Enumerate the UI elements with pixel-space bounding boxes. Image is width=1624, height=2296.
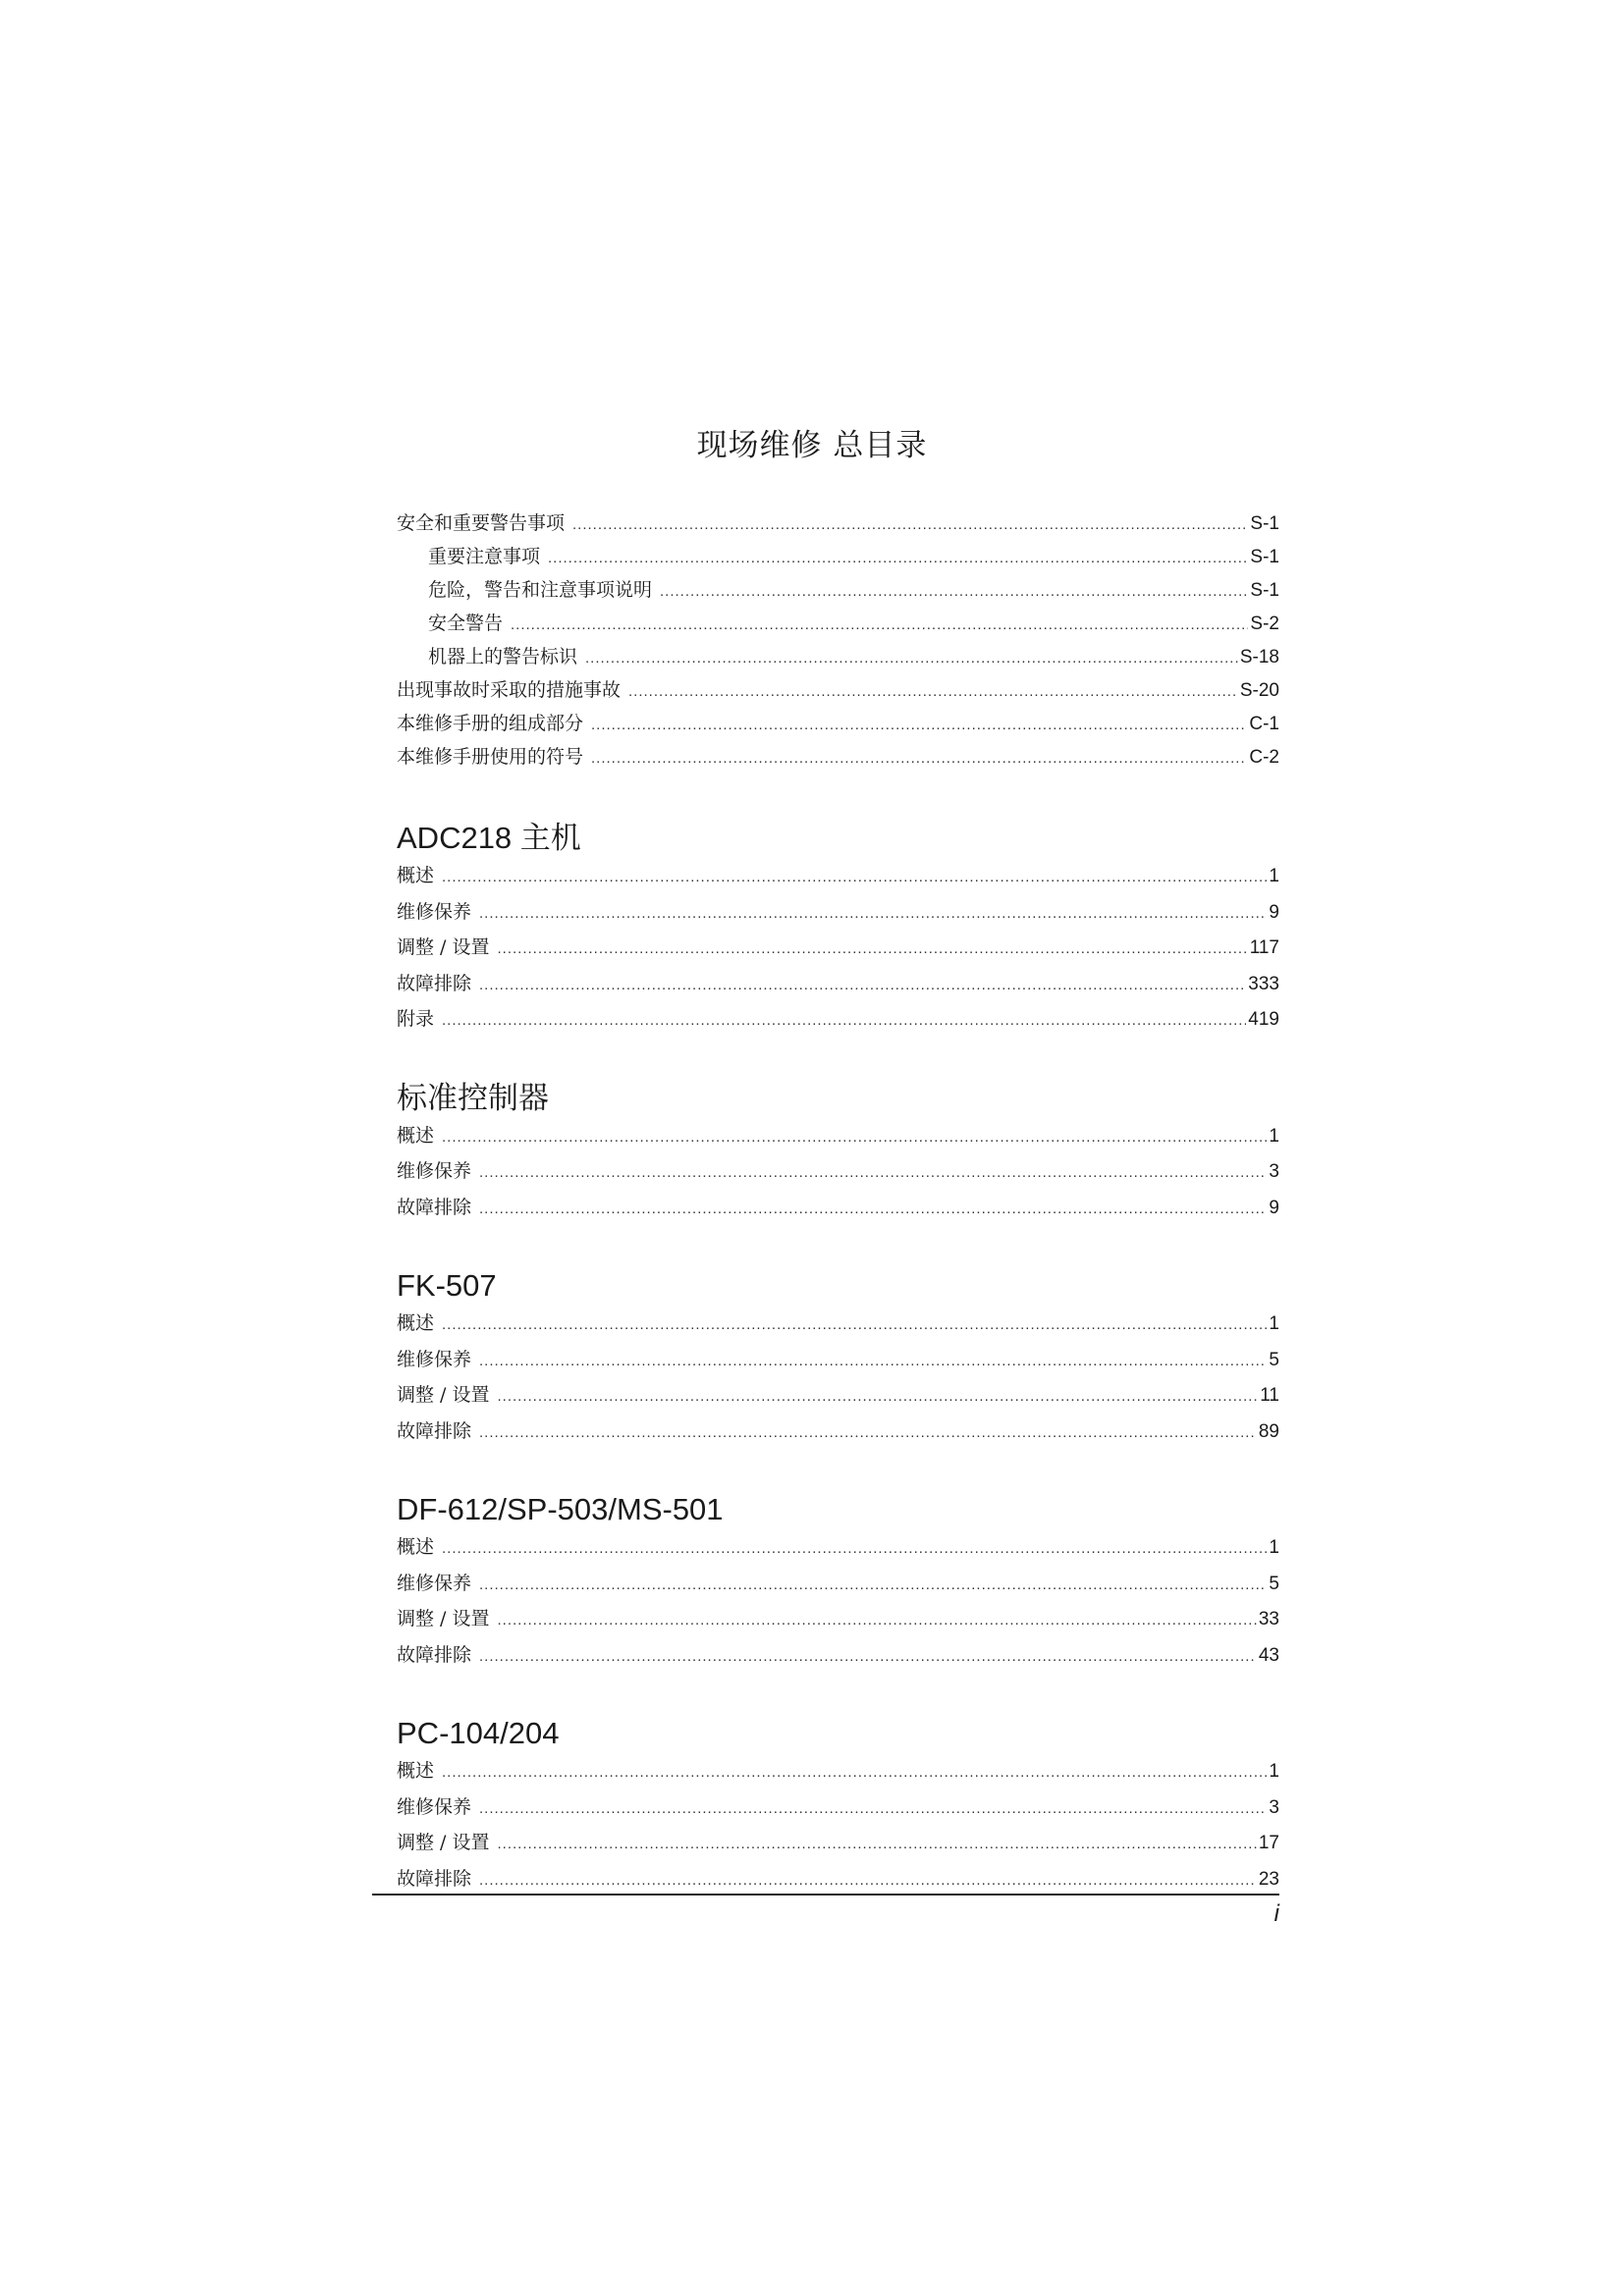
footer-divider: [372, 1894, 1279, 1896]
toc-entry-important-notes[interactable]: [397, 540, 1279, 573]
toc-entry-page: 33: [1258, 1609, 1279, 1629]
toc-entry-page: S-1: [1250, 580, 1279, 601]
toc-entry-label: 安全警告: [428, 613, 504, 634]
toc-entry-page: 1: [1269, 866, 1279, 886]
dot-leader: [660, 575, 1248, 609]
toc-entry-label: 本维修手册使用的符号: [397, 746, 584, 768]
dot-leader: [442, 1003, 1246, 1040]
toc-entry-troubleshooting[interactable]: [397, 1414, 1279, 1450]
toc-entry-adjustment[interactable]: [397, 1377, 1279, 1414]
toc-entry-label: 维修保养: [397, 1160, 472, 1182]
toc-entry-overview[interactable]: [397, 1753, 1279, 1789]
toc-entry-page: 11: [1260, 1385, 1279, 1406]
toc-entry-page: S-1: [1250, 513, 1279, 534]
toc-entry-label: 调整 / 设置: [397, 936, 490, 958]
toc-entry-page: C-1: [1249, 714, 1279, 734]
toc-entry-label: 本维修手册的组成部分: [397, 713, 584, 734]
toc-entry-troubleshooting[interactable]: [397, 966, 1279, 1002]
toc-entry-label: 附录: [397, 1008, 435, 1030]
toc-entry-appendix[interactable]: [397, 1001, 1279, 1038]
section-list-standard-controller: [397, 1118, 1279, 1226]
dot-leader: [585, 642, 1238, 675]
toc-entry-label: 出现事故时采取的措施事故: [397, 679, 622, 701]
toc-entry-page: 9: [1269, 1197, 1279, 1218]
toc-entry-overview[interactable]: [397, 1529, 1279, 1566]
section-list-df612: [397, 1529, 1279, 1673]
toc-entry-label: 概述: [397, 1760, 435, 1782]
toc-entry-label: 重要注意事项: [428, 546, 541, 567]
toc-entry-page: 1: [1269, 1125, 1279, 1147]
dot-leader: [442, 1755, 1267, 1791]
dot-leader: [511, 609, 1248, 642]
dot-leader: [572, 508, 1248, 542]
page-number: i: [1273, 1900, 1279, 1927]
section-heading-adc218: ADC218 主机: [397, 821, 581, 855]
section-heading-df612: DF-612/SP-503/MS-501: [397, 1492, 724, 1526]
toc-entry-page: S-20: [1239, 680, 1279, 701]
dot-leader: [497, 1379, 1258, 1415]
toc-entry-page: 23: [1258, 1868, 1279, 1890]
toc-entry-page: 3: [1269, 1161, 1279, 1182]
toc-entry-label: 故障排除: [397, 1867, 472, 1890]
dot-leader: [442, 1531, 1267, 1568]
dot-leader: [479, 1639, 1257, 1676]
dot-leader: [591, 709, 1247, 742]
toc-entry-page: S-18: [1239, 647, 1279, 667]
toc-entry-page: 1: [1269, 1537, 1279, 1558]
toc-entry-page: 3: [1269, 1796, 1279, 1818]
toc-entry-page: 89: [1258, 1420, 1279, 1442]
toc-entry-label: 故障排除: [397, 1643, 472, 1666]
toc-entry-page: S-2: [1250, 614, 1279, 634]
toc-entry-page: 117: [1249, 937, 1279, 958]
toc-entry-label: 调整 / 设置: [397, 1832, 490, 1853]
page-title: 现场维修 总目录: [696, 428, 928, 463]
dot-leader: [628, 675, 1238, 709]
toc-entry-maintenance[interactable]: [397, 894, 1279, 931]
toc-entry-label: 维修保养: [397, 900, 472, 923]
toc-entry-page: S-1: [1250, 547, 1279, 567]
dot-leader: [497, 1603, 1256, 1639]
toc-entry-page: 9: [1269, 901, 1279, 923]
toc-entry-label: 维修保养: [397, 1795, 472, 1818]
toc-entry-overview[interactable]: [397, 1118, 1279, 1154]
toc-entry-page: 5: [1269, 1349, 1279, 1370]
dot-leader: [479, 1155, 1267, 1192]
section-list-pc104: [397, 1753, 1279, 1896]
toc-entry-page: 333: [1248, 973, 1279, 994]
toc-entry-overview[interactable]: [397, 1306, 1279, 1342]
toc-entry-safety-warnings[interactable]: [397, 607, 1279, 640]
table-of-contents: [397, 507, 1279, 1896]
dot-leader: [548, 542, 1248, 575]
toc-entry-page: 1: [1269, 1761, 1279, 1782]
toc-entry-label: 概述: [397, 1536, 435, 1558]
toc-entry-accident-measures[interactable]: [397, 673, 1279, 707]
dot-leader: [479, 1568, 1267, 1604]
toc-entry-warning-labels[interactable]: [397, 640, 1279, 673]
toc-entry-maintenance[interactable]: [397, 1566, 1279, 1602]
toc-entry-safety[interactable]: [397, 507, 1279, 540]
toc-entry-troubleshooting[interactable]: [397, 1637, 1279, 1674]
dot-leader: [442, 1120, 1267, 1156]
toc-entry-troubleshooting[interactable]: [397, 1190, 1279, 1226]
toc-entry-label: 概述: [397, 1312, 435, 1334]
dot-leader: [479, 1344, 1267, 1380]
dot-leader: [497, 932, 1247, 968]
dot-leader: [479, 1192, 1267, 1228]
toc-entry-label: 故障排除: [397, 972, 472, 994]
toc-entry-page: C-2: [1249, 747, 1279, 768]
toc-entry-page: 1: [1269, 1313, 1279, 1334]
toc-entry-adjustment[interactable]: [397, 1601, 1279, 1637]
toc-entry-adjustment[interactable]: [397, 930, 1279, 966]
front-matter-list: [397, 507, 1279, 774]
dot-leader: [442, 1308, 1267, 1344]
toc-entry-label: 危险，警告和注意事项说明: [428, 579, 653, 601]
toc-entry-maintenance[interactable]: [397, 1153, 1279, 1190]
dot-leader: [479, 968, 1246, 1004]
section-heading-standard-controller: 标准控制器: [397, 1080, 549, 1116]
toc-entry-label: 概述: [397, 1124, 435, 1147]
toc-entry-label: 安全和重要警告事项: [397, 512, 566, 534]
toc-entry-danger-warning[interactable]: [397, 573, 1279, 607]
toc-entry-adjustment[interactable]: [397, 1825, 1279, 1861]
toc-entry-page: 5: [1269, 1573, 1279, 1594]
toc-entry-maintenance[interactable]: [397, 1789, 1279, 1826]
toc-entry-troubleshooting[interactable]: [397, 1861, 1279, 1897]
toc-entry-maintenance[interactable]: [397, 1342, 1279, 1378]
toc-entry-label: 故障排除: [397, 1419, 472, 1442]
section-list-fk507: [397, 1306, 1279, 1449]
dot-leader: [442, 860, 1267, 896]
dot-leader: [591, 742, 1247, 775]
section-heading-pc104: PC-104/204: [397, 1716, 560, 1750]
toc-entry-label: 机器上的警告标识: [428, 646, 578, 667]
toc-entry-overview[interactable]: [397, 858, 1279, 894]
toc-entry-label: 故障排除: [397, 1196, 472, 1218]
toc-entry-label: 概述: [397, 865, 435, 886]
toc-entry-label: 维修保养: [397, 1572, 472, 1594]
section-list-adc218: [397, 858, 1279, 1038]
toc-entry-label: 调整 / 设置: [397, 1384, 490, 1406]
toc-entry-label: 维修保养: [397, 1348, 472, 1370]
toc-entry-page: 43: [1258, 1644, 1279, 1666]
toc-entry-manual-composition[interactable]: [397, 707, 1279, 740]
dot-leader: [479, 1791, 1267, 1828]
section-heading-fk507: FK-507: [397, 1268, 497, 1303]
dot-leader: [479, 896, 1267, 933]
toc-entry-page: 17: [1258, 1833, 1279, 1853]
dot-leader: [497, 1827, 1256, 1863]
toc-entry-manual-symbols[interactable]: [397, 740, 1279, 774]
toc-entry-label: 调整 / 设置: [397, 1608, 490, 1629]
dot-leader: [479, 1415, 1257, 1452]
toc-entry-page: 419: [1248, 1009, 1279, 1030]
